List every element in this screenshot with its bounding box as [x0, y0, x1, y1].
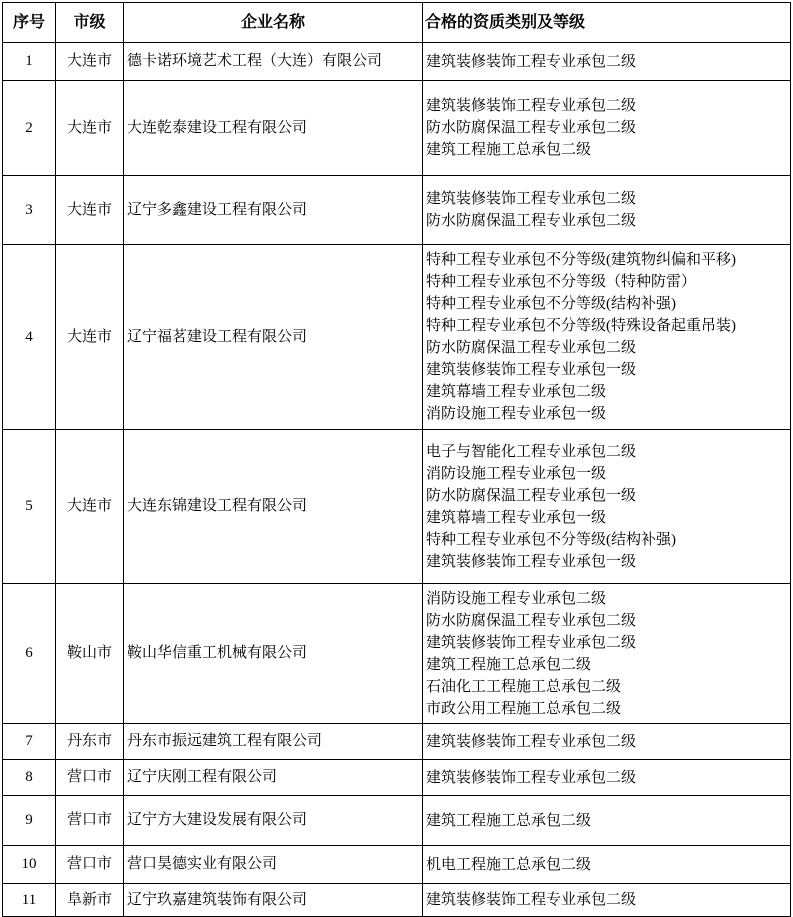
qualification-line: 特种工程专业承包不分等级（特种防雷）: [426, 274, 697, 290]
qualification-line: 防水防腐保温工程专业承包二级: [426, 340, 637, 356]
city-cell: 营口市: [56, 760, 124, 796]
qualification-line: 建筑装修装饰工程专业承包二级: [426, 98, 637, 114]
qualification-cell: [423, 81, 791, 176]
qualification-line: 建筑装修装饰工程专业承包一级: [426, 553, 637, 570]
serial-cell: 8: [3, 760, 56, 796]
qualification-line: 机电工程施工总承包二级: [426, 856, 592, 873]
qualification-line: 特种工程专业承包不分等级(结构补强): [426, 296, 676, 312]
table-row: [3, 430, 791, 584]
qualification-table: [2, 2, 791, 917]
header-company: 企业名称: [124, 3, 423, 43]
city-cell: 大连市: [56, 43, 124, 81]
table-row: [3, 796, 791, 846]
qualification-line: 防水防腐保温工程专业承包二级: [426, 213, 637, 229]
company-cell: 辽宁方大建设发展有限公司: [124, 796, 423, 846]
qualification-line: 建筑装修装饰工程专业承包二级: [426, 892, 637, 908]
qualification-cell: [423, 584, 791, 724]
qualification-line: 建筑装修装饰工程专业承包二级: [426, 769, 637, 786]
company-cell: 大连东锦建设工程有限公司: [124, 430, 423, 584]
city-cell: 大连市: [56, 81, 124, 176]
city-cell: 营口市: [56, 796, 124, 846]
serial-cell: 9: [3, 796, 56, 846]
qualification-line: 石油化工工程施工总承包二级: [426, 678, 622, 695]
qualification-line: 防水防腐保温工程专业承包二级: [426, 120, 637, 136]
table-header-row: [3, 3, 791, 43]
table-row: [3, 176, 791, 245]
header-serial: 序号: [3, 3, 56, 43]
qualification-line: 特种工程专业承包不分等级(建筑物纠偏和平移): [426, 252, 736, 268]
qualification-line: 特种工程专业承包不分等级(结构补强): [426, 531, 676, 548]
company-cell: 辽宁福茗建设工程有限公司: [124, 245, 423, 430]
qualification-line: 特种工程专业承包不分等级(特殊设备起重吊装): [426, 318, 736, 334]
qualification-line: 消防设施工程专业承包一级: [426, 465, 607, 482]
serial-cell: 6: [3, 584, 56, 724]
city-cell: 大连市: [56, 245, 124, 430]
qualification-cell: [423, 724, 791, 760]
header-city: 市级: [56, 3, 124, 43]
table-row: [3, 81, 791, 176]
qualification-cell: [423, 846, 791, 884]
serial-cell: 5: [3, 430, 56, 584]
qualification-line: 建筑工程施工总承包二级: [426, 142, 592, 158]
table-row: [3, 846, 791, 884]
table-row: [3, 760, 791, 796]
table-row: [3, 584, 791, 724]
serial-cell: 2: [3, 81, 56, 176]
qualification-cell: [423, 796, 791, 846]
qualification-line: 建筑装修装饰工程专业承包二级: [426, 53, 637, 70]
qualification-line: 消防设施工程专业承包一级: [426, 406, 607, 422]
company-cell: 营口昊德实业有限公司: [124, 846, 423, 884]
company-cell: 鞍山华信重工机械有限公司: [124, 584, 423, 724]
qualification-line: 建筑幕墙工程专业承包二级: [426, 384, 607, 400]
qualification-line: 市政公用工程施工总承包二级: [426, 700, 622, 717]
company-cell: 辽宁玖嘉建筑装饰有限公司: [124, 884, 423, 917]
qualification-line: 建筑工程施工总承包二级: [426, 656, 592, 673]
qualification-line: 防水防腐保温工程专业承包二级: [426, 612, 637, 629]
qualification-line: 建筑装修装饰工程专业承包二级: [426, 191, 637, 207]
city-cell: 大连市: [56, 430, 124, 584]
qualification-line: 建筑幕墙工程专业承包一级: [426, 509, 607, 526]
serial-cell: 7: [3, 724, 56, 760]
qualification-line: 建筑工程施工总承包二级: [426, 812, 592, 829]
company-cell: 辽宁多鑫建设工程有限公司: [124, 176, 423, 245]
qualification-line: 建筑装修装饰工程专业承包二级: [426, 733, 637, 750]
serial-cell: 4: [3, 245, 56, 430]
company-cell: 德卡诺环境艺术工程（大连）有限公司: [124, 43, 423, 81]
qualification-line: 建筑装修装饰工程专业承包二级: [426, 634, 637, 651]
qualification-cell: [423, 430, 791, 584]
qualification-line: 电子与智能化工程专业承包二级: [426, 443, 637, 460]
qualification-cell: [423, 43, 791, 81]
city-cell: 丹东市: [56, 724, 124, 760]
company-cell: 丹东市振远建筑工程有限公司: [124, 724, 423, 760]
qualification-line: 防水防腐保温工程专业承包一级: [426, 487, 637, 504]
city-cell: 大连市: [56, 176, 124, 245]
qualification-cell: [423, 176, 791, 245]
table-row: [3, 724, 791, 760]
city-cell: 鞍山市: [56, 584, 124, 724]
city-cell: 营口市: [56, 846, 124, 884]
table-row: [3, 245, 791, 430]
qualification-cell: [423, 245, 791, 430]
qualification-line: 建筑装修装饰工程专业承包一级: [426, 362, 637, 378]
table-row: [3, 43, 791, 81]
serial-cell: 11: [3, 884, 56, 917]
serial-cell: 3: [3, 176, 56, 245]
serial-cell: 10: [3, 846, 56, 884]
city-cell: 阜新市: [56, 884, 124, 917]
company-cell: 大连乾泰建设工程有限公司: [124, 81, 423, 176]
qualification-line: 消防设施工程专业承包二级: [426, 590, 607, 607]
header-qualification: 合格的资质类别及等级: [423, 3, 791, 43]
qualification-cell: [423, 884, 791, 917]
qualification-cell: [423, 760, 791, 796]
serial-cell: 1: [3, 43, 56, 81]
company-cell: 辽宁庆刚工程有限公司: [124, 760, 423, 796]
table-row: [3, 884, 791, 917]
